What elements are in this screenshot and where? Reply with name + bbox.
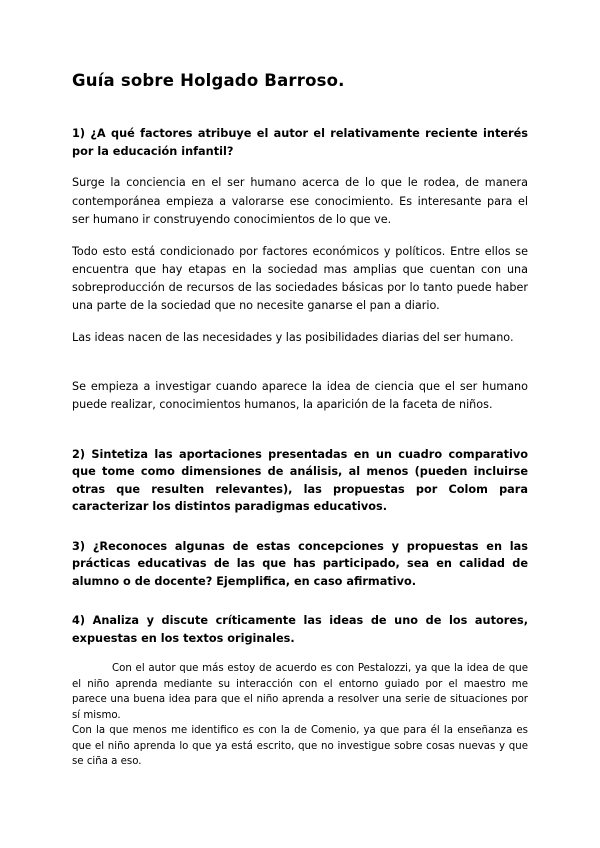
question-1-paragraph-4: Se empieza a investigar cuando aparece la idea de ciencia que el ser humano puede realizar, conocimientos humanos, la aparición de la faceta de niños. <box>72 379 528 411</box>
section-spacer <box>72 428 528 446</box>
question-1-prompt: 1) ¿A qué factores atribuye el autor el relativamente reciente interés por la educación infantil? <box>72 127 528 158</box>
section-spacer <box>72 604 528 612</box>
question-4-answer-text-1: Con el autor que más estoy de acuerdo es con Pestalozzi, ya que la idea de que el niño aprenda mediante su interacción con el entorno guiado por el maestro me parece una buena idea para que el niño aprenda a resolver una serie de situaciones por sí mismo. <box>72 663 528 721</box>
page-title: Guía sobre Holgado Barroso. <box>72 71 345 90</box>
question-1-paragraph-1: Surge la conciencia en el ser humano acerca de lo que le rodea, de manera contemporánea empieza a valorarse ese conocimiento. Es interesante para el ser humano ir construyendo conocimientos de lo que ve. <box>72 176 528 226</box>
question-4-answer <box>72 661 528 770</box>
question-4-answer-line-2: Con la que menos me identifico es con la de Comenio, ya que para él la enseñanza es que el niño aprenda lo que ya está escrito, que no investigue sobre cosas nuevas y que se ciña a eso. <box>72 725 528 768</box>
question-4-prompt: 4) Analiza y discute críticamente las ideas de uno de los autores, expuestas en los textos originales. <box>72 614 528 645</box>
question-4-answer-line-1 <box>72 661 528 723</box>
question-3-prompt: 3) ¿Reconoces algunas de estas concepciones y propuestas en las prácticas educativas de las que has participado, sea en calidad de alumno o de docente? Ejemplifica, en caso afirmativo. <box>72 539 528 588</box>
question-2-prompt: 2) Sintetiza las aportaciones presentadas en un cuadro comparativo que tome como dimensiones de análisis, al menos (pueden incluirse otras que resulten relevantes), las propuestas por Colom para caracterizar los distintos paradigmas educativos. <box>72 447 528 514</box>
question-1-paragraph-3: Las ideas nacen de las necesidades y las posibilidades diarias del ser humano. <box>72 331 514 345</box>
question-1-paragraph-2: Todo esto está condicionado por factores económicos y políticos. Entre ellos se encuentra que hay etapas en la sociedad mas amplias que cuentan con una sobreproducción de recursos de las sociedades básicas por lo tanto puede haber una parte de la sociedad que no necesite ganarse el pan a diario. <box>72 244 528 313</box>
section-spacer <box>72 530 528 538</box>
